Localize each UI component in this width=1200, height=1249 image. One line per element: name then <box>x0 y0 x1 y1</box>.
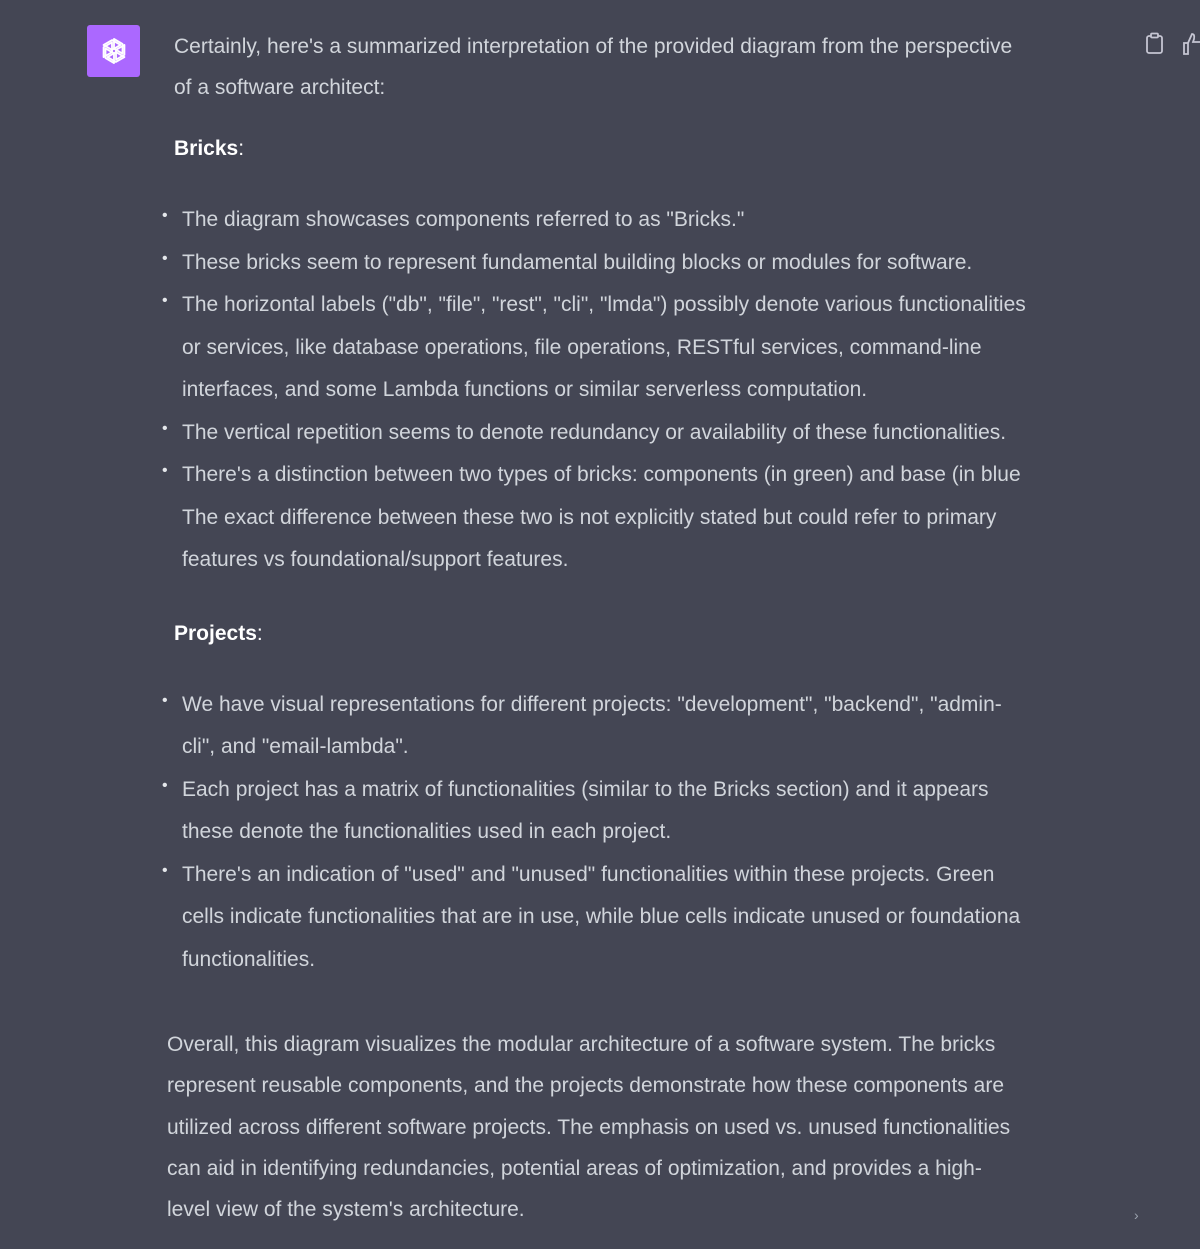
list-item <box>162 684 1142 769</box>
list-item <box>162 199 1142 242</box>
list-item-text: these denote the functionalities used in each project. <box>182 820 672 843</box>
list-item-text: cli", and "email-lambda". <box>182 735 409 758</box>
assistant-avatar <box>87 25 140 77</box>
bullet-icon: • <box>162 691 168 709</box>
list-item-text: The exact difference between these two is not explicitly stated but could refer to primary <box>182 505 997 529</box>
list-item-text: cells indicate functionalities that are in use, while blue cells indicate unused or foundationa <box>182 905 1021 928</box>
list-item-text: The horizontal labels ("db", "file", "rest", "cli", "lmda") possibly denote various functionalities <box>182 293 1026 316</box>
bullet-icon: • <box>162 861 168 879</box>
bullet-icon: • <box>162 419 168 437</box>
thumbs-up-button[interactable] <box>1182 32 1200 61</box>
list-item-text: These bricks seem to represent fundamental building blocks or modules for software. <box>182 250 973 274</box>
intro-line: of a software architect: <box>174 76 386 99</box>
assistant-message <box>162 26 1174 981</box>
list-item <box>162 769 1142 854</box>
section-heading-projects: Projects: <box>174 621 263 645</box>
list-item <box>162 454 1142 582</box>
conclusion-line: Overall, this diagram visualizes the modular architecture of a software system. The bricks <box>167 1033 996 1056</box>
list-item-text: There's a distinction between two types of bricks: components (in green) and base (in blue <box>182 463 1021 486</box>
list-item-text: or services, like database operations, file operations, RESTful services, command-line <box>182 335 982 359</box>
conclusion-line: represent reusable components, and the projects demonstrate how these components are <box>167 1074 1004 1098</box>
list-item-text: functionalities. <box>182 947 316 971</box>
list-item-text: The diagram showcases components referred to as "Bricks." <box>182 208 745 231</box>
message-conclusion <box>167 1024 1127 1230</box>
section-heading-bricks: Bricks: <box>174 137 245 160</box>
list-item-text: There's an indication of "used" and "unused" functionalities within these projects. Green <box>182 862 995 886</box>
conclusion-line: can aid in identifying redundancies, potential areas of optimization, and provides a high- <box>167 1156 982 1180</box>
intro-line: Certainly, here's a summarized interpretation of the provided diagram from the perspective <box>174 35 1013 58</box>
list-item-text: features vs foundational/support features. <box>182 548 569 571</box>
list-item-text: The vertical repetition seems to denote redundancy or availability of these functionalities. <box>182 420 1007 444</box>
conclusion-line: utilized across different software projects. The emphasis on used vs. unused functionalities <box>167 1115 1011 1139</box>
thumbs-up-icon <box>1182 32 1200 56</box>
scroll-hint-icon: › <box>1134 1207 1139 1223</box>
bullet-icon: • <box>162 249 168 267</box>
list-item <box>162 854 1142 982</box>
list-item <box>162 284 1142 412</box>
list-item <box>162 412 1142 455</box>
bricks-heading-text: Bricks <box>174 137 239 160</box>
message-intro <box>174 26 1124 108</box>
openai-logo-icon <box>97 34 131 68</box>
bullet-icon: • <box>162 462 168 479</box>
bullet-icon: • <box>162 776 168 794</box>
bricks-bullet-list <box>162 199 1142 582</box>
list-item <box>162 242 1142 285</box>
list-item-text: We have visual representations for different projects: "development", "backend", "admin- <box>182 692 1002 716</box>
projects-heading-text: Projects <box>174 621 257 645</box>
list-item-text: interfaces, and some Lambda functions or similar serverless computation. <box>182 378 868 401</box>
projects-bullet-list <box>162 684 1142 982</box>
bullet-icon: • <box>162 207 168 224</box>
conclusion-line: level view of the system's architecture. <box>167 1198 525 1222</box>
list-item-text: Each project has a matrix of functionalities (similar to the Bricks section) and it appears <box>182 777 989 801</box>
bullet-icon: • <box>162 292 168 309</box>
